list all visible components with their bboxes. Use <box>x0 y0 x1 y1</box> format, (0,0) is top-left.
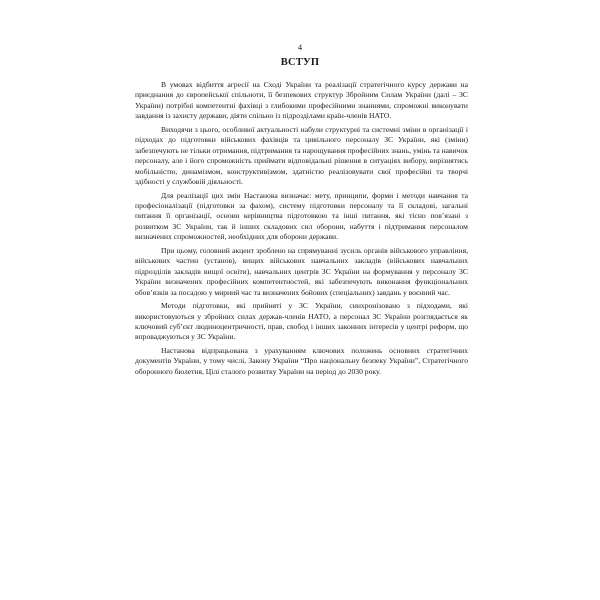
paragraph-5: Методи підготовки, які прийняті у ЗС України, синхронізовано з підходами, які використовуються у збройних силах держав-членів НАТО, а персонал ЗС України розглядається як ключовий суб’єкт людиноцентричності, прав, свобод і інших законних інтересів у центрі реформ, що впроваджуються у ЗС України. <box>135 301 468 342</box>
paragraph-3: Для реалізації цих змін Настанова визначає: мету, принципи, форми і методи навчання та професіоналізації (підготовки за фахом), систему підготовки персоналу та її складові, загальні питання її організації, основи керівництва підготовкою та інші питання, які тісно пов’язані з розвитком ЗС України, так й інших складових сил оборони, набуття і підтримання персоналом визначених спроможностей, необхідних для оборони держави. <box>135 190 468 242</box>
page-number: 4 <box>297 42 303 52</box>
paragraph-4: При цьому, головний акцент зроблено на спрямуванні зусиль органів військового управління, військових частин (установ), вищих військових навчальних закладів (військових навчальних підрозділів закладів вищої освіти), навчальних центрів ЗС України на формування у персоналу ЗС України визначених професійних компетентностей, які забезпечують виконання функціональних обов’язків за посадою у мирний час та визначених бойових (спеціальних) завдань у воєнний час. <box>135 245 468 297</box>
body-text <box>135 80 468 380</box>
paragraph-1: В умовах відбиття агресії на Сході України та реалізації стратегічного курсу держави на приєднання до європейської спільноти, її безпекових структур Збройним Силам України (далі – ЗС України) потрібні компетентні фахівці з глибокими професійними знаннями, спроможні виконувати завдання із захисту держави, діяти спільно із підрозділами країн-членів НАТО. <box>135 80 468 121</box>
paragraph-2: Виходячи з цього, особливої актуальності набули структурні та системні зміни в організації і підходах до підготовки військових фахівців та цивільного персоналу ЗС України, які (зміни) забезпечують не тільки отримання, підтримання та нарощування професійних знань, умінь та навичок персоналу, але і його спроможність приймати відповідальні рішення в ситуаціях вибору, вирізнятись мобільністю, динамізмом, конструктивізмом, здатністю реалізовувати свої професійні та творчі здібності у службовій діяльності. <box>135 124 468 187</box>
paragraph-6: Настанова відпрацьована з урахуванням ключових положень основних стратегічних документів України, у тому числі, Закону України “Про національну безпеку України”, Стратегічного оборонного бюлетня, Цілі сталого розвитку України на період до 2030 року. <box>135 345 468 376</box>
section-title: ВСТУП <box>280 57 320 68</box>
